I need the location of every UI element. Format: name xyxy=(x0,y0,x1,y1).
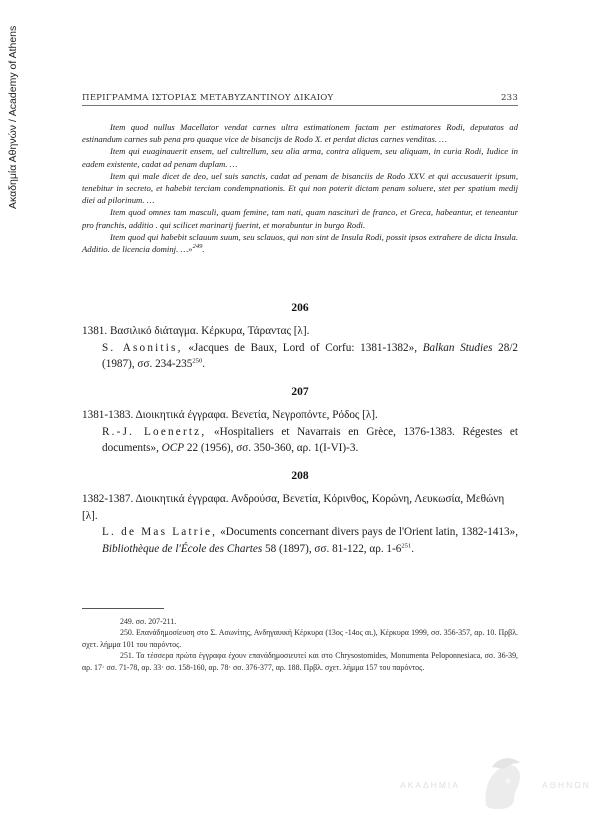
footnote-ref: 251 xyxy=(401,541,412,549)
watermark-text-right: ΑΘΗΝΩΝ xyxy=(541,780,591,790)
academy-watermark xyxy=(400,755,591,815)
entry-number: 208 xyxy=(291,470,309,482)
entry-summary: 1381. Βασιλικό διάταγμα. Κέρκυρα, Τάραντας [λ]. xyxy=(82,325,310,337)
entry-reference: S. Asonitis, «Jacques de Baux, Lord of Corfu: 1381-1382», Balkan Studies 28/2 (1987), σσ. $234-235^{250}$. xyxy=(102,341,519,370)
quote-paragraph: Item qui male dicet de deo, uel suis sanctis, cadat ad penam de bisanciis de Rodo XXV. et qui accusauerit ipsum, tenebitur in secreto, et habebit terciam condempnationis. Et qui non poterit dictam penam soluere, stet per spatium medij diei ad pilorinum. … xyxy=(82,170,518,206)
journal: OCP xyxy=(161,442,185,454)
author: S. Asonitis, xyxy=(102,341,183,354)
side-label: Ακαδημία Αθηνών / Academy of Athens xyxy=(7,25,19,209)
article-title: «Documents concernant divers pays de l'Orient latin, 1382-1413», xyxy=(220,526,519,538)
page-number: 233 xyxy=(500,93,518,103)
details: 58 (1897), σσ. 81-122, αρ. 1-6 xyxy=(265,542,402,555)
details: 28/2 (1987), σσ. 234-235 xyxy=(102,341,519,370)
article-title: «Jacques de Baux, Lord of Corfu: 1381-1382», xyxy=(188,341,418,354)
footnote: 249. σσ. 207-211. xyxy=(120,617,177,626)
entry-208 xyxy=(82,491,518,557)
running-head xyxy=(82,93,518,106)
entry-reference: L. de Mas Latrie, «Documents concernant divers pays de l'Orient latin, 1382-1413», Bibliothèque de l'École des Chartes 58 (1897), σσ. 81-122, αρ. $1-6^{251}$. xyxy=(102,526,519,555)
footnote-rule xyxy=(82,608,164,609)
quote-paragraph: Item quod nullus Macellator vendat carnes ultra estimationem factam per estimatores Rodi, deputatos ad estinandum carnes sub pena pro quaque vice de bisancijs de Rodo X. et perdat dictas carnes venditas. … xyxy=(82,122,518,145)
footnote-ref: 250 xyxy=(192,357,203,365)
quote-paragraph: Item qui euaginauerit ensem, uel cultrellum, seu alia arma, contra aliquem, seu aliquam, in curia Rodi, Iudice in eadem existente, cadat ad penam duplam. … xyxy=(82,146,518,169)
entry-number: 206 xyxy=(291,302,309,314)
footnotes xyxy=(82,616,518,673)
footnote: 251. Τα τέσσερα πρώτα έγγραφα έχουν επανάδημοσιευτεί και στο Chrysostomides, Monumenta Peloponnesiaca, σσ. 36-39, αρ. 17· σσ. 71-78, αρ. 33· σσ. 158-160, αρ. 78· σσ. 376-377, αρ. 188. Πρβλ. σχετ. λήμμα 157 του παρόντος. xyxy=(82,651,518,672)
quote-paragraph: Item quod qui habebit sclauum suum, seu sclauos, qui non sint de Insula Rodi, possit ipsos extrahere de dicta Insula. Additio. de licencia dominj. …»$^{249}$. xyxy=(82,231,518,255)
entry-number: 207 xyxy=(291,386,309,398)
details: 22 (1956), σσ. 350-360, αρ. 1(I-VI)-3. xyxy=(186,442,359,454)
entry-reference xyxy=(82,424,518,457)
entry-206 xyxy=(82,323,518,373)
entry-summary: 1381-1383. Διοικητικά έγγραφα. Βενετία, Νεγροπόντε, Ρόδος [λ]. xyxy=(82,409,378,421)
author: R.-J. Loenertz, xyxy=(102,425,207,438)
footnote: 250. Επανάδημοσίευση στο Σ. Ασωνίτης, Ανδηγαυική Κέρκυρα (13ος -14ος αι.), Κέρκυρα 1999, σσ. 356-357, αρ. 10. Πρβλ. σχετ. λήμμα 101 του παρόντος. xyxy=(82,628,518,649)
entry-207 xyxy=(82,407,518,457)
entry-summary: 1382-1387. Διοικητικά έγγραφα. Ανδρούσα, Βενετία, Κόρινθος, Κορώνη, Λευκωσία, Μεθώνη [λ]. xyxy=(82,493,505,522)
running-title: ΠΕΡΙΓΡΑΜΜΑ ΙΣΤΟΡΙΑΣ ΜΕΤΑΒΥΖΑΝΤΙΝΟΥ ΔΙΚΑΙΟΥ xyxy=(82,93,334,103)
journal: Balkan Studies xyxy=(422,341,493,354)
article-title: «Hospitaliers et Navarrais en Grèce, 1376-1383. Régestes et documents», xyxy=(102,425,519,454)
journal: Bibliothèque de l'École des Chartes xyxy=(102,542,263,555)
watermark-text-left: ΑΚΑΔΗΜΙΑ xyxy=(400,780,460,790)
author: L. de Mas Latrie, xyxy=(102,526,218,538)
latin-quote xyxy=(82,121,518,255)
quote-paragraph: Item quod omnes tam masculi, quam femine, tam nati, quam nasciturì de franco, et Greca, habeantur, et teneantur pro franchis, additio . qui scilicet marinarij fuerint, et morabuntur in burgo Rodi. xyxy=(82,207,518,230)
athena-head-icon xyxy=(474,755,528,815)
footnote-ref: 249 xyxy=(192,243,203,251)
